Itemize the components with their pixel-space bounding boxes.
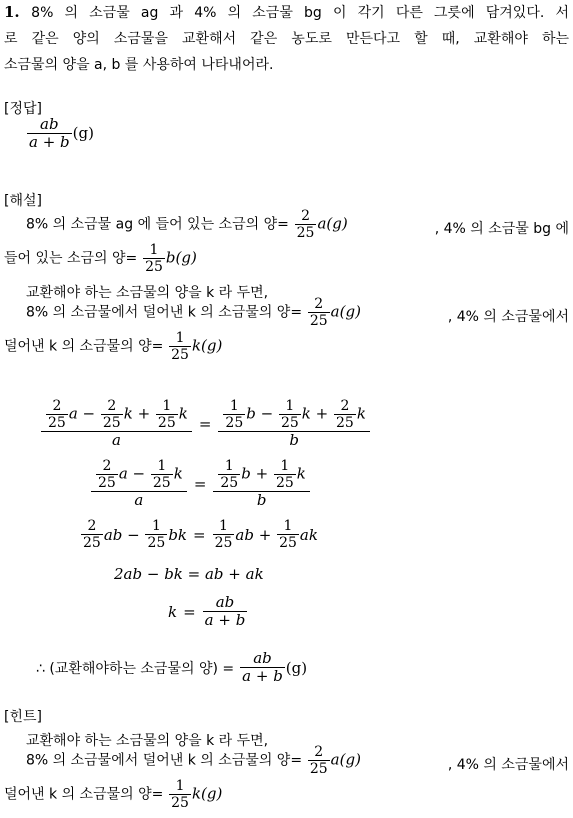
answer-numerator: ab (27, 116, 72, 134)
hint-line-1: 교환해야 하는 소금물의 양을 k 라 두면, (26, 733, 269, 749)
frac-den: 25 (171, 347, 189, 364)
hint-l2-text-a: 8% 의 소금물에서 덜어낸 k 의 소금물의 양= (26, 752, 303, 769)
f: $\frac{1}{25}$ (279, 518, 297, 552)
solution-k-g: k(g) (191, 336, 223, 355)
f: $\frac{2}{25}$ (98, 458, 116, 492)
frac-num: 1 (169, 778, 191, 795)
solution-line-4 (26, 296, 569, 329)
f: $\frac{1}{25}$ (214, 518, 233, 552)
f: $\frac{1}{25}$ (152, 458, 171, 492)
solution-a-g: a(g) (317, 214, 348, 233)
fraction-1-25 (169, 330, 191, 363)
solution-line-3: 교환해야 하는 소금물의 양을 k 라 두면, (26, 285, 269, 301)
answer-unit: (g) (72, 123, 94, 142)
row2-rhs (213, 458, 309, 509)
derivation-row-1: $\frac{2}{25}$ a − $\frac{2}{25}$ k + $\frac{1}{25}$ k a = $\frac{1}{25}$ b − $\frac{1}{25}$ k + $\frac{2}{25}$ k b (40, 398, 371, 449)
solution-l4-text-a: 8% 의 소금물에서 덜어낸 k 의 소금물의 양= (26, 304, 303, 321)
f: $\frac{2}{25}$ (48, 398, 66, 432)
f: $\frac{1}{25}$ (220, 458, 239, 492)
fraction-1-25 (169, 778, 191, 811)
problem-text-1: 8% 의 소금물 ag 과 4% 의 소금물 bg 이 각기 다른 그릇에 담겨있다. 서 (31, 5, 569, 21)
frac-num: 2 (295, 208, 317, 225)
solution-l4-text-b: , 4% 의 소금물에서 (447, 309, 569, 325)
frac-num: ab (240, 650, 285, 668)
answer-denominator: a + b (29, 133, 70, 152)
frac-den: 25 (171, 795, 189, 812)
answer-expression (26, 116, 94, 152)
derivation-row-2: $\frac{2}{25}$ a − $\frac{1}{25}$ k a = $\frac{1}{25}$ b + $\frac{1}{25}$ k b (90, 458, 311, 509)
f: $\frac{1}{25}$ (225, 398, 244, 432)
f: $\frac{2}{25}$ (83, 518, 101, 552)
therefore-line (36, 650, 307, 686)
frac-den: a + b (204, 611, 246, 630)
f: $\frac{1}{25}$ (147, 518, 166, 552)
therefore-text: ∴ (교환해야하는 소금물의 양) = (36, 660, 235, 677)
row1-rhs-num: $\frac{1}{25}$ b − $\frac{1}{25}$ k + $\frac{2}{25}$ k (218, 398, 370, 432)
frac-den: 25 (309, 313, 328, 330)
hint-label: [힌트] (4, 709, 42, 725)
hint-line-2 (26, 744, 569, 777)
row1-rhs-den: b (289, 431, 299, 450)
row1-lhs-den: a (111, 431, 121, 450)
fraction-2-25 (295, 208, 317, 241)
derivation-row-5: k = $\frac{ab}{a + b}$ (168, 593, 246, 630)
solution-l1-text-b: , 4% 의 소금물 bg 에 (434, 221, 569, 237)
therefore-fraction (240, 650, 285, 686)
solution-a-g: a(g) (330, 302, 361, 321)
row5-fraction (203, 594, 248, 630)
solution-l5-text: 덜어낸 k 의 소금물의 양= (4, 338, 164, 355)
f: $\frac{1}{25}$ (280, 398, 299, 432)
f: $\frac{1}{25}$ (275, 458, 294, 492)
frac-num: 2 (308, 744, 330, 761)
derivation-row-4: 2ab − bk = ab + ak (114, 565, 264, 583)
fraction-2-25 (308, 296, 330, 329)
answer-fraction (27, 116, 72, 152)
hint-l3-text: 덜어낸 k 의 소금물의 양= (4, 786, 164, 803)
solution-line-2 (4, 242, 197, 275)
frac-den: 25 (296, 225, 315, 242)
solution-label: [해설] (4, 193, 42, 209)
fraction-1-25 (143, 242, 165, 275)
problem-number: 1. (4, 3, 20, 21)
derivation-row-3: $\frac{2}{25}$ ab − $\frac{1}{25}$ bk = $\frac{1}{25}$ ab + $\frac{1}{25}$ ak (83, 518, 318, 552)
frac-den: 25 (145, 259, 163, 276)
hint-k-g: k(g) (191, 784, 223, 803)
fraction-2-25 (308, 744, 330, 777)
row2-lhs-den: a (134, 491, 144, 510)
problem-line-1 (4, 2, 569, 22)
solution-l2-text: 들어 있는 소금의 양= (4, 250, 138, 267)
f: $\frac{2}{25}$ (336, 398, 354, 432)
frac-den: 25 (309, 761, 328, 778)
solution-line-5 (4, 330, 222, 363)
frac-den: a + b (242, 667, 283, 686)
f: $\frac{2}{25}$ (102, 398, 121, 432)
row5-lhs: k (168, 602, 178, 621)
frac-num: 1 (169, 330, 191, 347)
row1-lhs-num: $\frac{2}{25}$ a − $\frac{2}{25}$ k + $\frac{1}{25}$ k (41, 398, 192, 432)
frac-num: 1 (143, 242, 165, 259)
hint-line-3 (4, 778, 222, 811)
row1-rhs (218, 398, 370, 449)
frac-num: ab (203, 594, 248, 612)
row2-rhs-den: b (256, 491, 267, 510)
therefore-unit: (g) (285, 658, 308, 677)
solution-b-g: b(g) (165, 248, 197, 267)
row2-lhs (91, 458, 187, 509)
problem-line-2: 로 같은 양의 소금물을 교환해서 같은 농도로 만든다고 할 때, 교환해야 하는 (4, 31, 569, 47)
problem-line-3: 소금물의 양을 a, b 를 사용하여 나타내어라. (4, 57, 274, 73)
f: $\frac{1}{25}$ (157, 398, 176, 432)
row2-lhs-num: $\frac{2}{25}$ a − $\frac{1}{25}$ k (91, 458, 187, 492)
hint-l2-text-b: , 4% 의 소금물에서 (447, 757, 569, 773)
solution-line-1 (26, 208, 569, 241)
solution-l1-text-a: 8% 의 소금물 ag 에 들어 있는 소금의 양= (26, 216, 289, 233)
answer-label: [정답] (4, 101, 42, 117)
row2-rhs-num: $\frac{1}{25}$ b + $\frac{1}{25}$ k (213, 458, 309, 492)
row1-lhs (41, 398, 192, 449)
hint-a-g: a(g) (330, 750, 361, 769)
frac-num: 2 (308, 296, 330, 313)
